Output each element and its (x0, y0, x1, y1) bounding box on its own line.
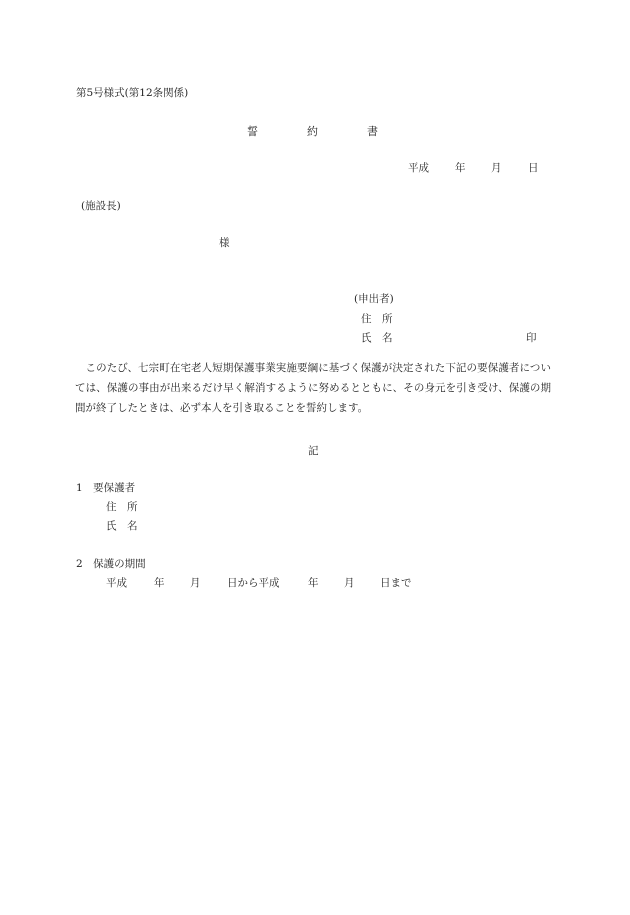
date-month: 月 (491, 162, 502, 174)
title-char-2: 約 (307, 125, 318, 138)
period-end-month: 月 (344, 577, 355, 589)
form-label: 第5号様式(第12条関係) (76, 87, 189, 99)
period-end-year: 年 (308, 577, 319, 589)
title-char-3: 書 (367, 125, 378, 138)
item1-name-label: 氏 名 (106, 520, 138, 532)
item1-address-label: 住 所 (106, 501, 138, 513)
period-start-era: 平成 (106, 577, 127, 589)
record-mark: 記 (308, 445, 319, 457)
pledge-body-text: このたび、七宗町在宅老人短期保護事業実施要綱に基づく保護が決定された下記の要保護者については、保護の事由が出来るだけ早く解消するように努めるとともに、その身元を引き受け、保護の期間が終了したときは、必ず本人を引き取ることを誓約します。 (75, 362, 551, 414)
period-start-year: 年 (154, 577, 165, 589)
period-end-day-until: 日まで (380, 577, 412, 589)
period-start-month: 月 (190, 577, 201, 589)
applicant-label: (申出者) (354, 293, 394, 305)
title-char-1: 誓 (247, 125, 258, 138)
item2-heading: 2 保護の期間 (76, 558, 146, 570)
addressee-label: (施設長) (81, 200, 121, 212)
addressee-honorific: 様 (219, 237, 230, 249)
applicant-address-label: 住 所 (361, 313, 393, 325)
date-day: 日 (528, 162, 539, 174)
seal-mark: 印 (526, 332, 537, 344)
period-start-day-from: 日から平成 (227, 577, 280, 589)
item1-heading: 1 要保護者 (76, 482, 136, 494)
applicant-name-label: 氏 名 (361, 332, 393, 344)
date-era: 平成 (408, 162, 429, 174)
date-year: 年 (455, 162, 466, 174)
